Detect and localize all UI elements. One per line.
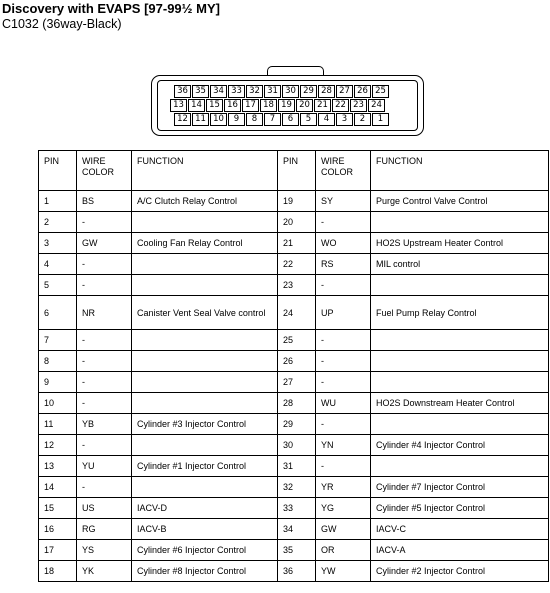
pin-cell: 22 (278, 254, 316, 275)
table-row (39, 477, 549, 498)
table-row (39, 275, 549, 296)
connector-pin: 14 (188, 99, 205, 112)
pin-cell: 34 (278, 519, 316, 540)
connector-pin: 24 (368, 99, 385, 112)
pin-cell: 6 (39, 296, 77, 330)
wire-color-cell: YR (316, 477, 371, 498)
wire-color-cell: WO (316, 233, 371, 254)
function-cell: Cylinder #1 Injector Control (132, 456, 278, 477)
table-row (39, 212, 549, 233)
table-row (39, 296, 549, 330)
connector-pin: 13 (170, 99, 187, 112)
pin-cell: 19 (278, 191, 316, 212)
function-cell: Purge Control Valve Control (371, 191, 549, 212)
function-cell (132, 372, 278, 393)
pin-cell: 24 (278, 296, 316, 330)
function-cell: IACV-D (132, 498, 278, 519)
connector-pin: 23 (350, 99, 367, 112)
function-cell (371, 330, 549, 351)
connector-pin: 15 (206, 99, 223, 112)
wire-color-cell: RG (77, 519, 132, 540)
pin-cell: 36 (278, 561, 316, 582)
table-row (39, 330, 549, 351)
pin-cell: 9 (39, 372, 77, 393)
wire-color-cell: YG (316, 498, 371, 519)
pin-cell: 13 (39, 456, 77, 477)
connector-diagram (151, 66, 424, 136)
function-cell: Cylinder #7 Injector Control (371, 477, 549, 498)
function-cell: IACV-B (132, 519, 278, 540)
connector-pin: 6 (282, 113, 299, 126)
wire-color-cell: WU (316, 393, 371, 414)
connector-pin-row-3 (174, 113, 389, 126)
pin-cell: 5 (39, 275, 77, 296)
wire-color-cell: OR (316, 540, 371, 561)
table-row (39, 519, 549, 540)
pin-cell: 29 (278, 414, 316, 435)
function-cell (132, 351, 278, 372)
function-cell (371, 456, 549, 477)
wire-color-cell: - (316, 212, 371, 233)
pin-cell: 4 (39, 254, 77, 275)
connector-pin: 3 (336, 113, 353, 126)
pin-cell: 15 (39, 498, 77, 519)
connector-pin: 36 (174, 85, 191, 98)
connector-pin: 30 (282, 85, 299, 98)
pin-cell: 31 (278, 456, 316, 477)
function-cell: HO2S Upstream Heater Control (371, 233, 549, 254)
wire-color-cell: YW (316, 561, 371, 582)
connector-pin: 4 (318, 113, 335, 126)
wire-color-cell: YB (77, 414, 132, 435)
wire-color-cell: - (77, 435, 132, 456)
pin-cell: 21 (278, 233, 316, 254)
pin-cell: 10 (39, 393, 77, 414)
pin-cell: 20 (278, 212, 316, 233)
wire-color-cell: - (316, 330, 371, 351)
header-wire-color: WIRE COLOR (316, 151, 371, 191)
table-row (39, 233, 549, 254)
function-cell (132, 330, 278, 351)
pin-cell: 1 (39, 191, 77, 212)
pin-cell: 8 (39, 351, 77, 372)
pin-cell: 30 (278, 435, 316, 456)
pin-cell: 23 (278, 275, 316, 296)
function-cell: Fuel Pump Relay Control (371, 296, 549, 330)
wire-color-cell: YU (77, 456, 132, 477)
pin-cell: 25 (278, 330, 316, 351)
wire-color-cell: - (77, 372, 132, 393)
function-cell: HO2S Downstream Heater Control (371, 393, 549, 414)
wire-color-cell: - (316, 275, 371, 296)
function-cell: Cylinder #8 Injector Control (132, 561, 278, 582)
connector-pin-row-2 (170, 99, 385, 112)
pin-cell: 32 (278, 477, 316, 498)
connector-pin: 8 (246, 113, 263, 126)
table-row (39, 561, 549, 582)
connector-pin: 32 (246, 85, 263, 98)
wire-color-cell: YS (77, 540, 132, 561)
function-cell: Cylinder #6 Injector Control (132, 540, 278, 561)
connector-pin: 21 (314, 99, 331, 112)
connector-pin: 7 (264, 113, 281, 126)
pin-cell: 2 (39, 212, 77, 233)
function-cell: Cylinder #5 Injector Control (371, 498, 549, 519)
pin-cell: 11 (39, 414, 77, 435)
connector-pin: 31 (264, 85, 281, 98)
connector-pin: 9 (228, 113, 245, 126)
connector-pin: 12 (174, 113, 191, 126)
pinout-table (38, 150, 549, 582)
header-function: FUNCTION (371, 151, 549, 191)
function-cell (132, 275, 278, 296)
function-cell (132, 254, 278, 275)
wire-color-cell: SY (316, 191, 371, 212)
wire-color-cell: - (316, 372, 371, 393)
pin-cell: 3 (39, 233, 77, 254)
connector-pin: 18 (260, 99, 277, 112)
wire-color-cell: YK (77, 561, 132, 582)
wire-color-cell: - (77, 275, 132, 296)
table-row (39, 498, 549, 519)
wire-color-cell: - (316, 414, 371, 435)
connector-pin: 17 (242, 99, 259, 112)
connector-pin: 25 (372, 85, 389, 98)
connector-pin: 16 (224, 99, 241, 112)
function-cell: Cylinder #2 Injector Control (371, 561, 549, 582)
wire-color-cell: - (77, 393, 132, 414)
function-cell (371, 212, 549, 233)
connector-pin: 22 (332, 99, 349, 112)
function-cell (371, 414, 549, 435)
connector-pin: 1 (372, 113, 389, 126)
function-cell (371, 275, 549, 296)
header-pin: PIN (278, 151, 316, 191)
wire-color-cell: - (316, 351, 371, 372)
table-row (39, 372, 549, 393)
connector-pin: 5 (300, 113, 317, 126)
table-row (39, 414, 549, 435)
wire-color-cell: - (77, 351, 132, 372)
table-header-row (39, 151, 549, 191)
table-row (39, 435, 549, 456)
wire-color-cell: GW (77, 233, 132, 254)
connector-pin: 19 (278, 99, 295, 112)
wire-color-cell: BS (77, 191, 132, 212)
wire-color-cell: US (77, 498, 132, 519)
pin-cell: 18 (39, 561, 77, 582)
function-cell (132, 435, 278, 456)
wire-color-cell: GW (316, 519, 371, 540)
connector-pin: 35 (192, 85, 209, 98)
wire-color-cell: - (77, 330, 132, 351)
connector-pin: 20 (296, 99, 313, 112)
function-cell (132, 212, 278, 233)
pin-cell: 7 (39, 330, 77, 351)
function-cell: Cooling Fan Relay Control (132, 233, 278, 254)
pin-cell: 28 (278, 393, 316, 414)
table-row (39, 393, 549, 414)
pin-cell: 27 (278, 372, 316, 393)
table-row (39, 456, 549, 477)
pin-cell: 12 (39, 435, 77, 456)
function-cell: IACV-C (371, 519, 549, 540)
pin-cell: 16 (39, 519, 77, 540)
pin-cell: 14 (39, 477, 77, 498)
connector-pin: 2 (354, 113, 371, 126)
function-cell: Canister Vent Seal Valve control (132, 296, 278, 330)
pin-cell: 33 (278, 498, 316, 519)
pin-cell: 35 (278, 540, 316, 561)
connector-subtitle: C1032 (36way-Black) (2, 17, 122, 31)
table-row (39, 254, 549, 275)
function-cell: A/C Clutch Relay Control (132, 191, 278, 212)
header-wire-color: WIRE COLOR (77, 151, 132, 191)
function-cell: Cylinder #3 Injector Control (132, 414, 278, 435)
header-pin: PIN (39, 151, 77, 191)
wire-color-cell: RS (316, 254, 371, 275)
wire-color-cell: UP (316, 296, 371, 330)
wire-color-cell: - (77, 477, 132, 498)
wire-color-cell: YN (316, 435, 371, 456)
connector-pin: 33 (228, 85, 245, 98)
pin-cell: 26 (278, 351, 316, 372)
connector-pin: 10 (210, 113, 227, 126)
wire-color-cell: - (77, 212, 132, 233)
connector-pin: 29 (300, 85, 317, 98)
function-cell (371, 372, 549, 393)
function-cell (132, 477, 278, 498)
wire-color-cell: - (316, 456, 371, 477)
page-title: Discovery with EVAPS [97-99½ MY] (2, 1, 220, 16)
wire-color-cell: - (77, 254, 132, 275)
function-cell: Cylinder #4 Injector Control (371, 435, 549, 456)
connector-pin: 34 (210, 85, 227, 98)
connector-pin: 11 (192, 113, 209, 126)
table-row (39, 351, 549, 372)
table-row (39, 540, 549, 561)
pin-cell: 17 (39, 540, 77, 561)
table-row (39, 191, 549, 212)
function-cell (371, 351, 549, 372)
wire-color-cell: NR (77, 296, 132, 330)
connector-pin: 27 (336, 85, 353, 98)
connector-pin-row-1 (174, 85, 389, 98)
connector-pin: 28 (318, 85, 335, 98)
function-cell: IACV-A (371, 540, 549, 561)
header-function: FUNCTION (132, 151, 278, 191)
connector-pin: 26 (354, 85, 371, 98)
function-cell: MIL control (371, 254, 549, 275)
function-cell (132, 393, 278, 414)
